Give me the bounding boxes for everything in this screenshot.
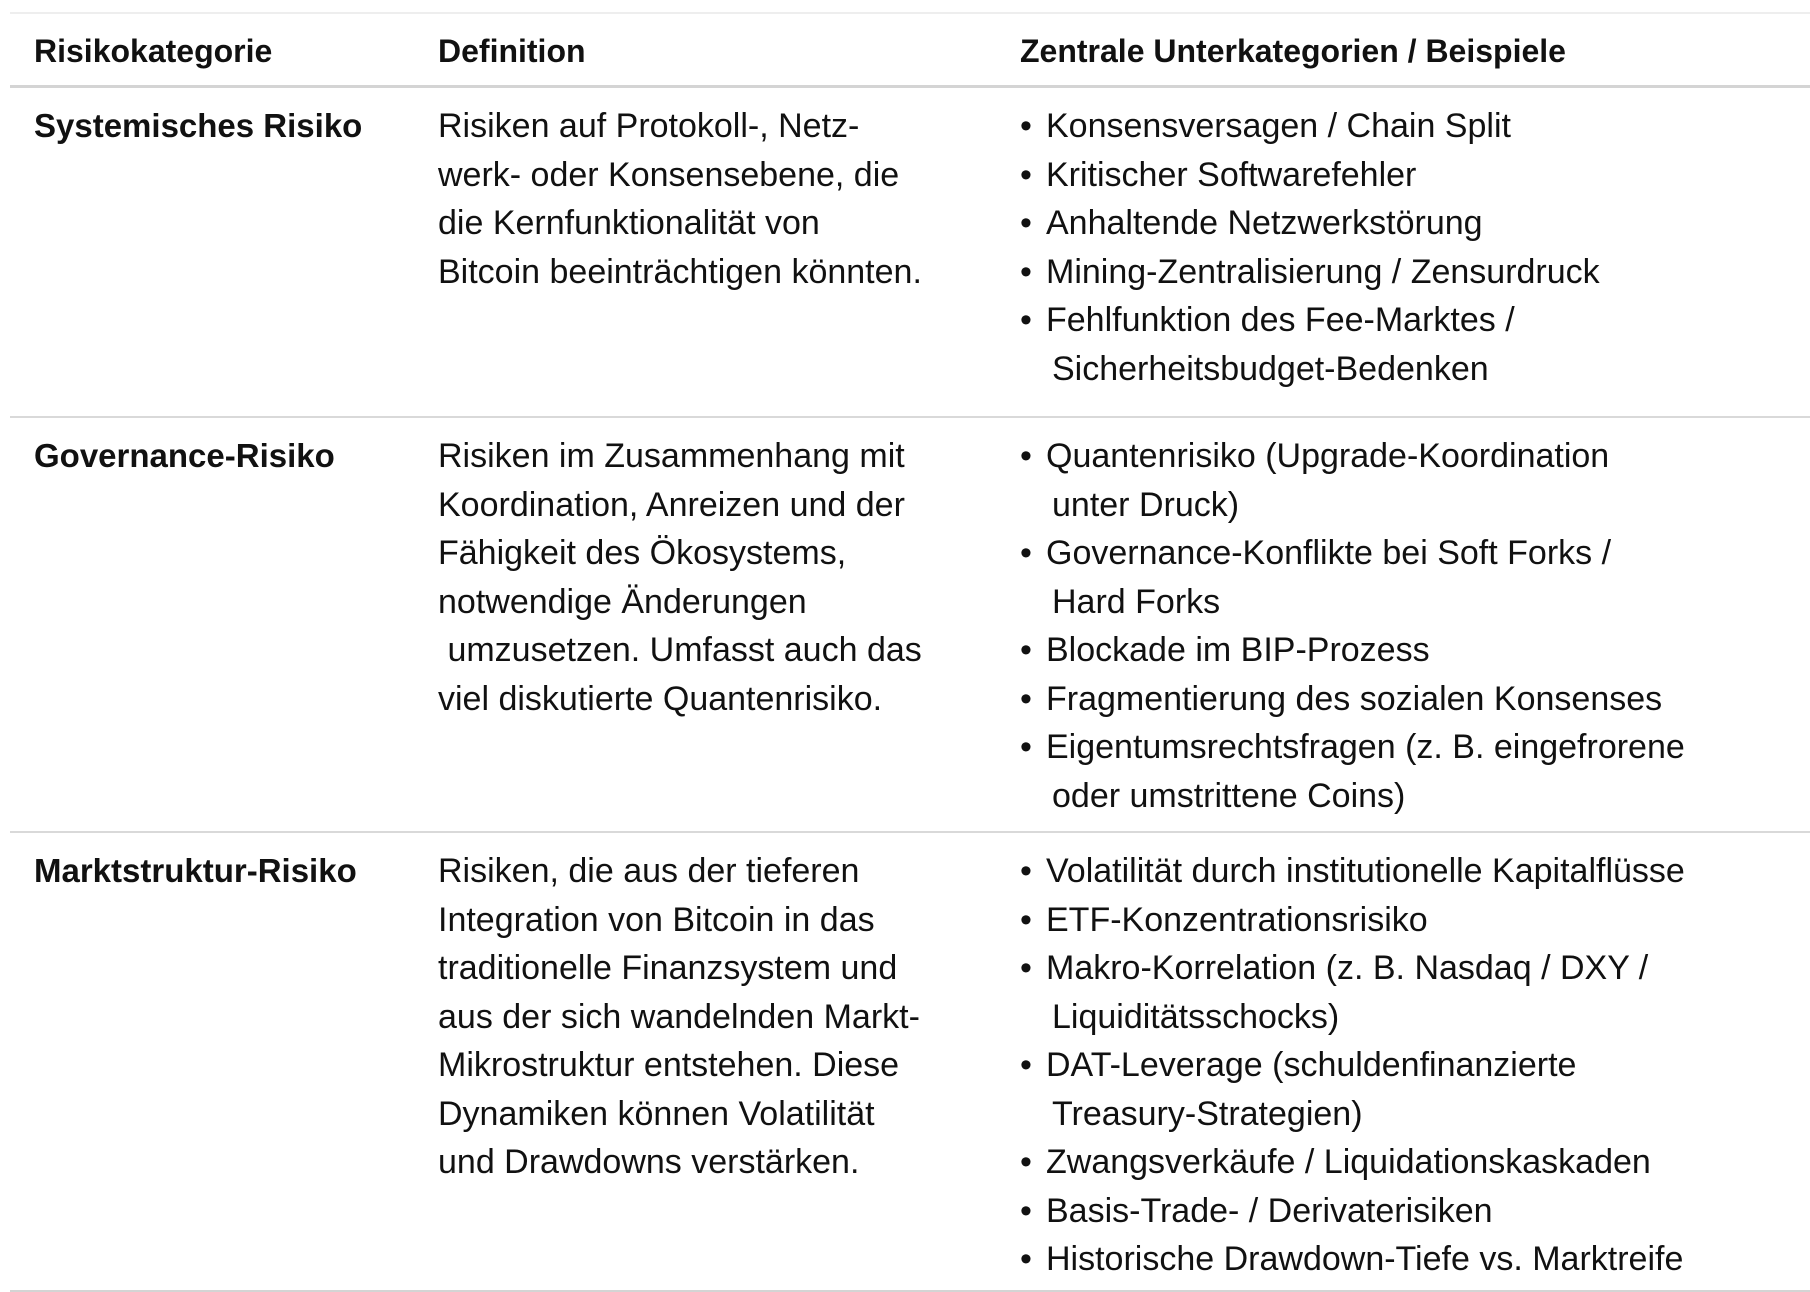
bullet-icon: •: [1020, 852, 1032, 890]
list-item: [1020, 847, 1810, 896]
bullet-icon: •: [1020, 252, 1032, 291]
table-row: [10, 418, 1810, 833]
definition-line: Risiken, die aus der tieferen: [438, 852, 860, 890]
list-item-text: Hard Forks: [1052, 582, 1221, 621]
definition-line: traditionelle Finanzsystem und: [438, 949, 898, 987]
list-item: [1020, 529, 1810, 578]
list-item-text: Fehlfunktion des Fee-Marktes /: [1046, 301, 1515, 339]
risk-category-name: Systemisches Risiko: [34, 107, 363, 144]
list-item: [1020, 1235, 1810, 1284]
definition-line: umzusetzen. Umfasst auch das: [438, 631, 922, 669]
list-item-text: Blockade im BIP-Prozess: [1046, 631, 1430, 669]
subcategory-list: [1020, 88, 1810, 416]
definition-line: Bitcoin beeinträchtigen könnten.: [438, 252, 922, 291]
risk-category-name: Marktstruktur-Risiko: [34, 852, 357, 889]
definition-line: aus der sich wandelnden Markt-: [438, 997, 920, 1036]
risk-definition: [438, 88, 1020, 416]
list-item-continuation: [1020, 772, 1810, 821]
bullet-icon: •: [1020, 204, 1032, 242]
definition-line: Integration von Bitcoin in das: [438, 900, 875, 939]
list-item-text: Kritischer Softwarefehler: [1046, 155, 1417, 194]
list-item-text: DAT-Leverage (schuldenfinanzierte: [1046, 1046, 1577, 1084]
subcategory-list: [1020, 418, 1810, 831]
definition-line: werk- oder Konsensebene, die: [438, 155, 900, 194]
list-item-text: Makro-Korrelation (z. B. Nasdaq / DXY /: [1046, 949, 1649, 987]
list-item-continuation: [1020, 481, 1810, 530]
bullet-icon: •: [1020, 728, 1032, 766]
list-item: [1020, 896, 1810, 945]
list-item-continuation: [1020, 993, 1810, 1042]
list-item-text: Treasury-Strategien): [1052, 1094, 1363, 1133]
bullet-icon: •: [1020, 1046, 1032, 1084]
bullet-icon: •: [1020, 1191, 1032, 1230]
list-item: [1020, 626, 1810, 675]
definition-line: Dynamiken können Volatilität: [438, 1094, 875, 1133]
list-item: [1020, 723, 1810, 772]
table-row: [10, 88, 1810, 418]
header-subcategories: Zentrale Unterkategorien / Beispiele: [1020, 32, 1566, 69]
list-item: [1020, 248, 1810, 297]
bullet-icon: •: [1020, 155, 1032, 194]
header-risk-category: Risikokategorie: [34, 32, 273, 69]
definition-line: Fähigkeit des Ökosystems,: [438, 534, 847, 572]
list-item: [1020, 675, 1810, 724]
definition-line: notwendige Änderungen: [438, 582, 807, 621]
bullet-icon: •: [1020, 1143, 1032, 1181]
list-item-text: Anhaltende Netzwerkstörung: [1046, 204, 1483, 242]
risk-category-name: Governance-Risiko: [34, 437, 335, 474]
list-item: [1020, 199, 1810, 248]
bullet-icon: •: [1020, 534, 1032, 572]
bullet-icon: •: [1020, 107, 1032, 145]
bullet-icon: •: [1020, 631, 1032, 669]
definition-line: Risiken auf Protokoll-, Netz-: [438, 107, 860, 145]
list-item-text: Fragmentierung des sozialen Konsenses: [1046, 679, 1663, 718]
list-item-text: Basis-Trade- / Derivaterisiken: [1046, 1191, 1493, 1230]
header-definition: Definition: [438, 32, 586, 69]
list-item: [1020, 1187, 1810, 1236]
list-item: [1020, 432, 1810, 481]
definition-line: die Kernfunktionalität von: [438, 204, 820, 242]
list-item-continuation: [1020, 345, 1810, 394]
list-item-text: Historische Drawdown-Tiefe vs. Marktreife: [1046, 1240, 1684, 1278]
list-item-text: Eigentumsrechtsfragen (z. B. eingefrorene: [1046, 728, 1685, 766]
risk-definition: [438, 418, 1020, 831]
list-item-text: Governance-Konflikte bei Soft Forks /: [1046, 534, 1612, 572]
list-item-text: Quantenrisiko (Upgrade-Koordination: [1046, 437, 1610, 475]
table-header-row: [10, 12, 1810, 88]
list-item: [1020, 1041, 1810, 1090]
definition-line: Mikrostruktur entstehen. Diese: [438, 1046, 900, 1084]
bullet-icon: •: [1020, 679, 1032, 718]
list-item-text: ETF-Konzentrationsrisiko: [1046, 900, 1428, 939]
list-item-text: Volatilität durch institutionelle Kapitalflüsse: [1046, 852, 1685, 890]
bullet-icon: •: [1020, 900, 1032, 939]
list-item-text: Liquiditätsschocks): [1052, 997, 1340, 1036]
list-item-text: oder umstrittene Coins): [1052, 776, 1406, 815]
definition-line: Risiken im Zusammenhang mit: [438, 437, 905, 475]
list-item-text: Sicherheitsbudget-Bedenken: [1052, 349, 1489, 388]
bullet-icon: •: [1020, 1240, 1032, 1278]
list-item: [1020, 151, 1810, 200]
bullet-icon: •: [1020, 437, 1032, 475]
list-item: [1020, 944, 1810, 993]
list-item: [1020, 1138, 1810, 1187]
definition-line: und Drawdowns verstärken.: [438, 1143, 860, 1181]
list-item-continuation: [1020, 1090, 1810, 1139]
list-item: [1020, 296, 1810, 345]
list-item-text: Konsensversagen / Chain Split: [1046, 107, 1511, 145]
list-item-text: Zwangsverkäufe / Liquidationskaskaden: [1046, 1143, 1651, 1181]
list-item-continuation: [1020, 578, 1810, 627]
bullet-icon: •: [1020, 301, 1032, 339]
subcategory-list: [1020, 833, 1810, 1290]
list-item-text: Mining-Zentralisierung / Zensurdruck: [1046, 252, 1600, 291]
risk-definition: [438, 833, 1020, 1290]
definition-line: viel diskutierte Quantenrisiko.: [438, 679, 883, 718]
risk-table: [10, 12, 1810, 1292]
table-row: [10, 833, 1810, 1292]
bullet-icon: •: [1020, 949, 1032, 987]
definition-line: Koordination, Anreizen und der: [438, 485, 905, 524]
list-item: [1020, 102, 1810, 151]
list-item-text: unter Druck): [1052, 485, 1240, 524]
